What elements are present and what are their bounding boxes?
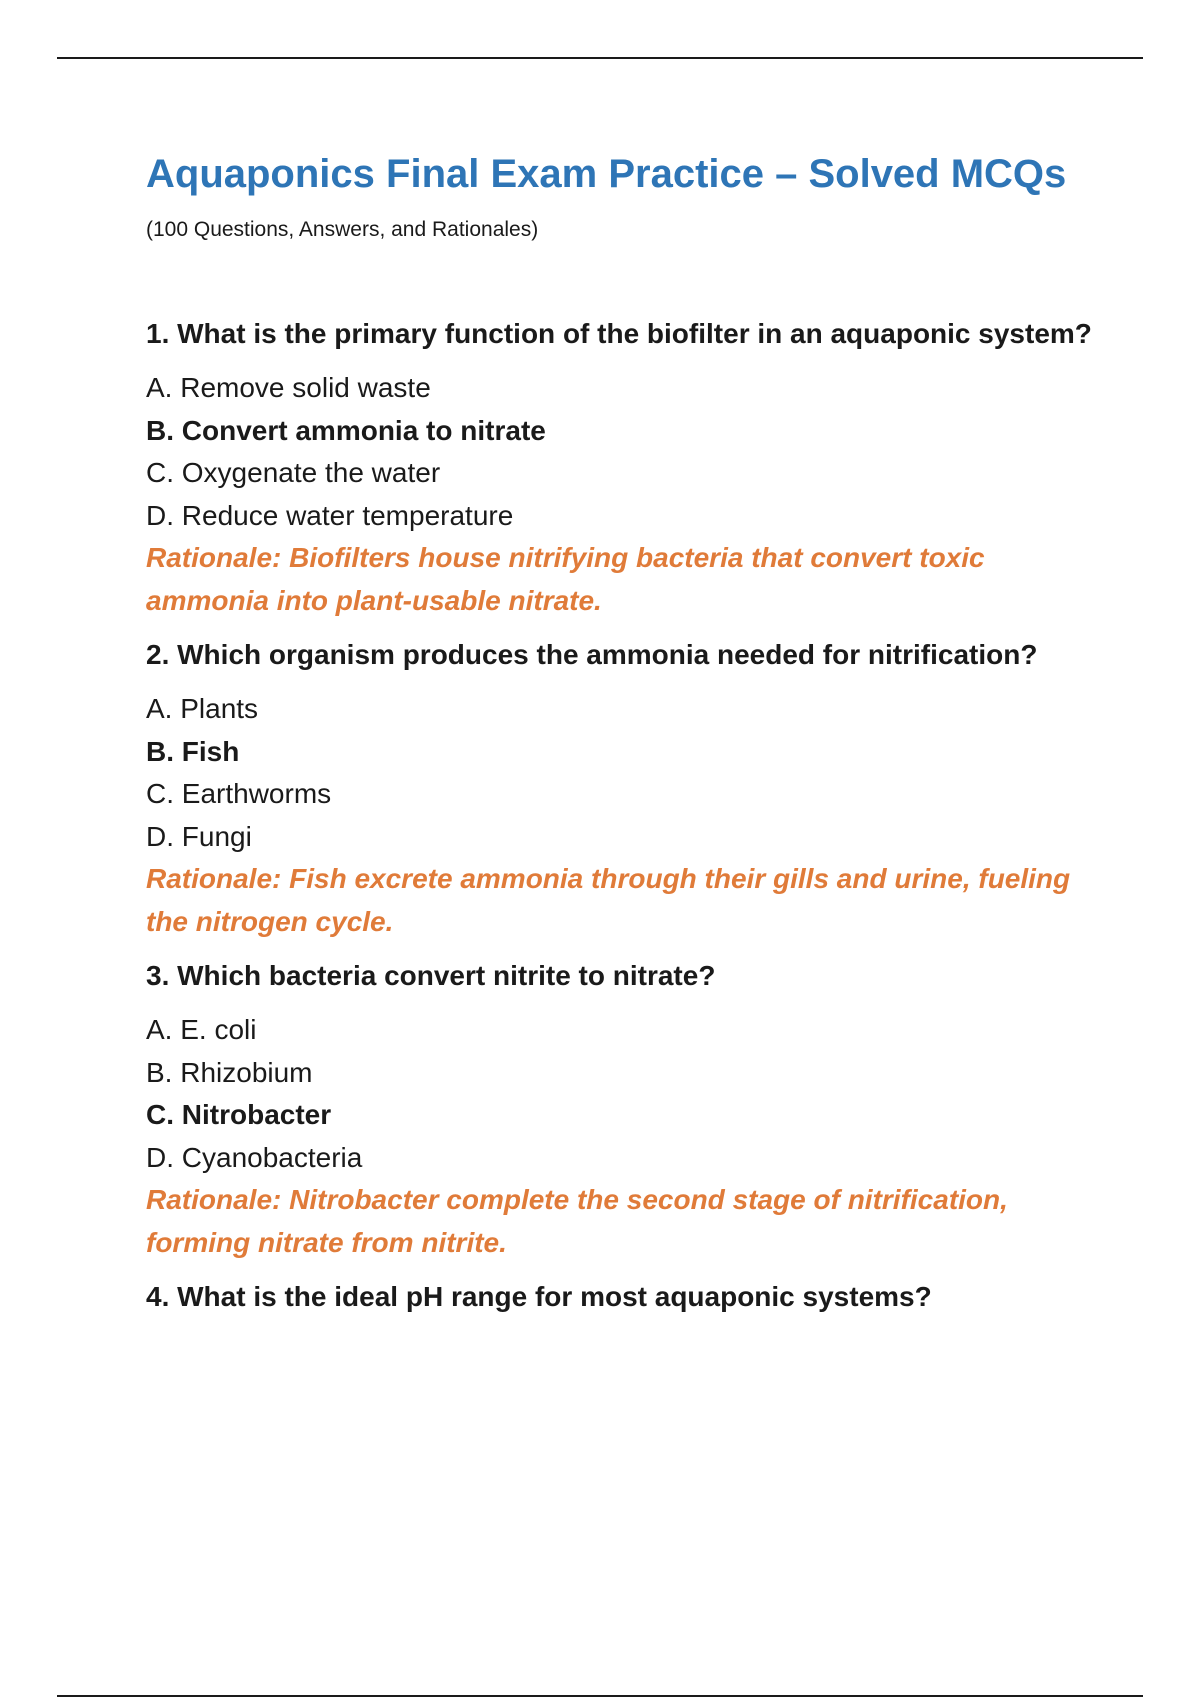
option-a: A. Remove solid waste bbox=[146, 372, 431, 403]
option-c: C. Earthworms bbox=[146, 778, 332, 809]
question-text: 2. Which organism produces the ammonia needed for nitrification? bbox=[146, 639, 1038, 670]
rationale: Rationale: Fish excrete ammonia through their gills and urine, fueling the nitrogen cycle. bbox=[146, 863, 1071, 937]
rationale: Rationale: Biofilters house nitrifying bacteria that convert toxic ammonia into plant-usable nitrate. bbox=[146, 542, 985, 616]
option-a: A. Plants bbox=[146, 693, 259, 724]
question-text: 4. What is the ideal pH range for most aquaponic systems? bbox=[146, 1281, 932, 1312]
page-content bbox=[146, 148, 1096, 1330]
option-c-correct-answer: C. Nitrobacter bbox=[146, 1099, 332, 1130]
question-1 bbox=[146, 313, 1096, 622]
option-d: D. Cyanobacteria bbox=[146, 1141, 363, 1173]
option-b: B. Rhizobium bbox=[146, 1056, 313, 1088]
question-3 bbox=[146, 955, 1096, 1264]
document-subtitle: (100 Questions, Answers, and Rationales) bbox=[146, 218, 539, 241]
top-rule bbox=[57, 57, 1143, 59]
option-c: C. Oxygenate the water bbox=[146, 457, 441, 488]
option-b-correct-answer: B. Convert ammonia to nitrate bbox=[146, 414, 546, 446]
option-d: D. Fungi bbox=[146, 820, 252, 852]
document-title: Aquaponics Final Exam Practice – Solved MCQs bbox=[146, 152, 1067, 196]
option-b-correct-answer: B. Fish bbox=[146, 735, 240, 767]
question-4 bbox=[146, 1276, 1096, 1318]
question-list bbox=[146, 313, 1096, 1318]
question-text: 1. What is the primary function of the biofilter in an aquaponic system? bbox=[146, 318, 1092, 349]
question-2 bbox=[146, 634, 1096, 943]
question-text: 3. Which bacteria convert nitrite to nitrate? bbox=[146, 960, 716, 991]
rationale: Rationale: Nitrobacter complete the second stage of nitrification, forming nitrate from nitrite. bbox=[146, 1184, 1008, 1258]
option-a: A. E. coli bbox=[146, 1014, 257, 1045]
bottom-rule bbox=[57, 1695, 1143, 1697]
option-d: D. Reduce water temperature bbox=[146, 499, 514, 531]
